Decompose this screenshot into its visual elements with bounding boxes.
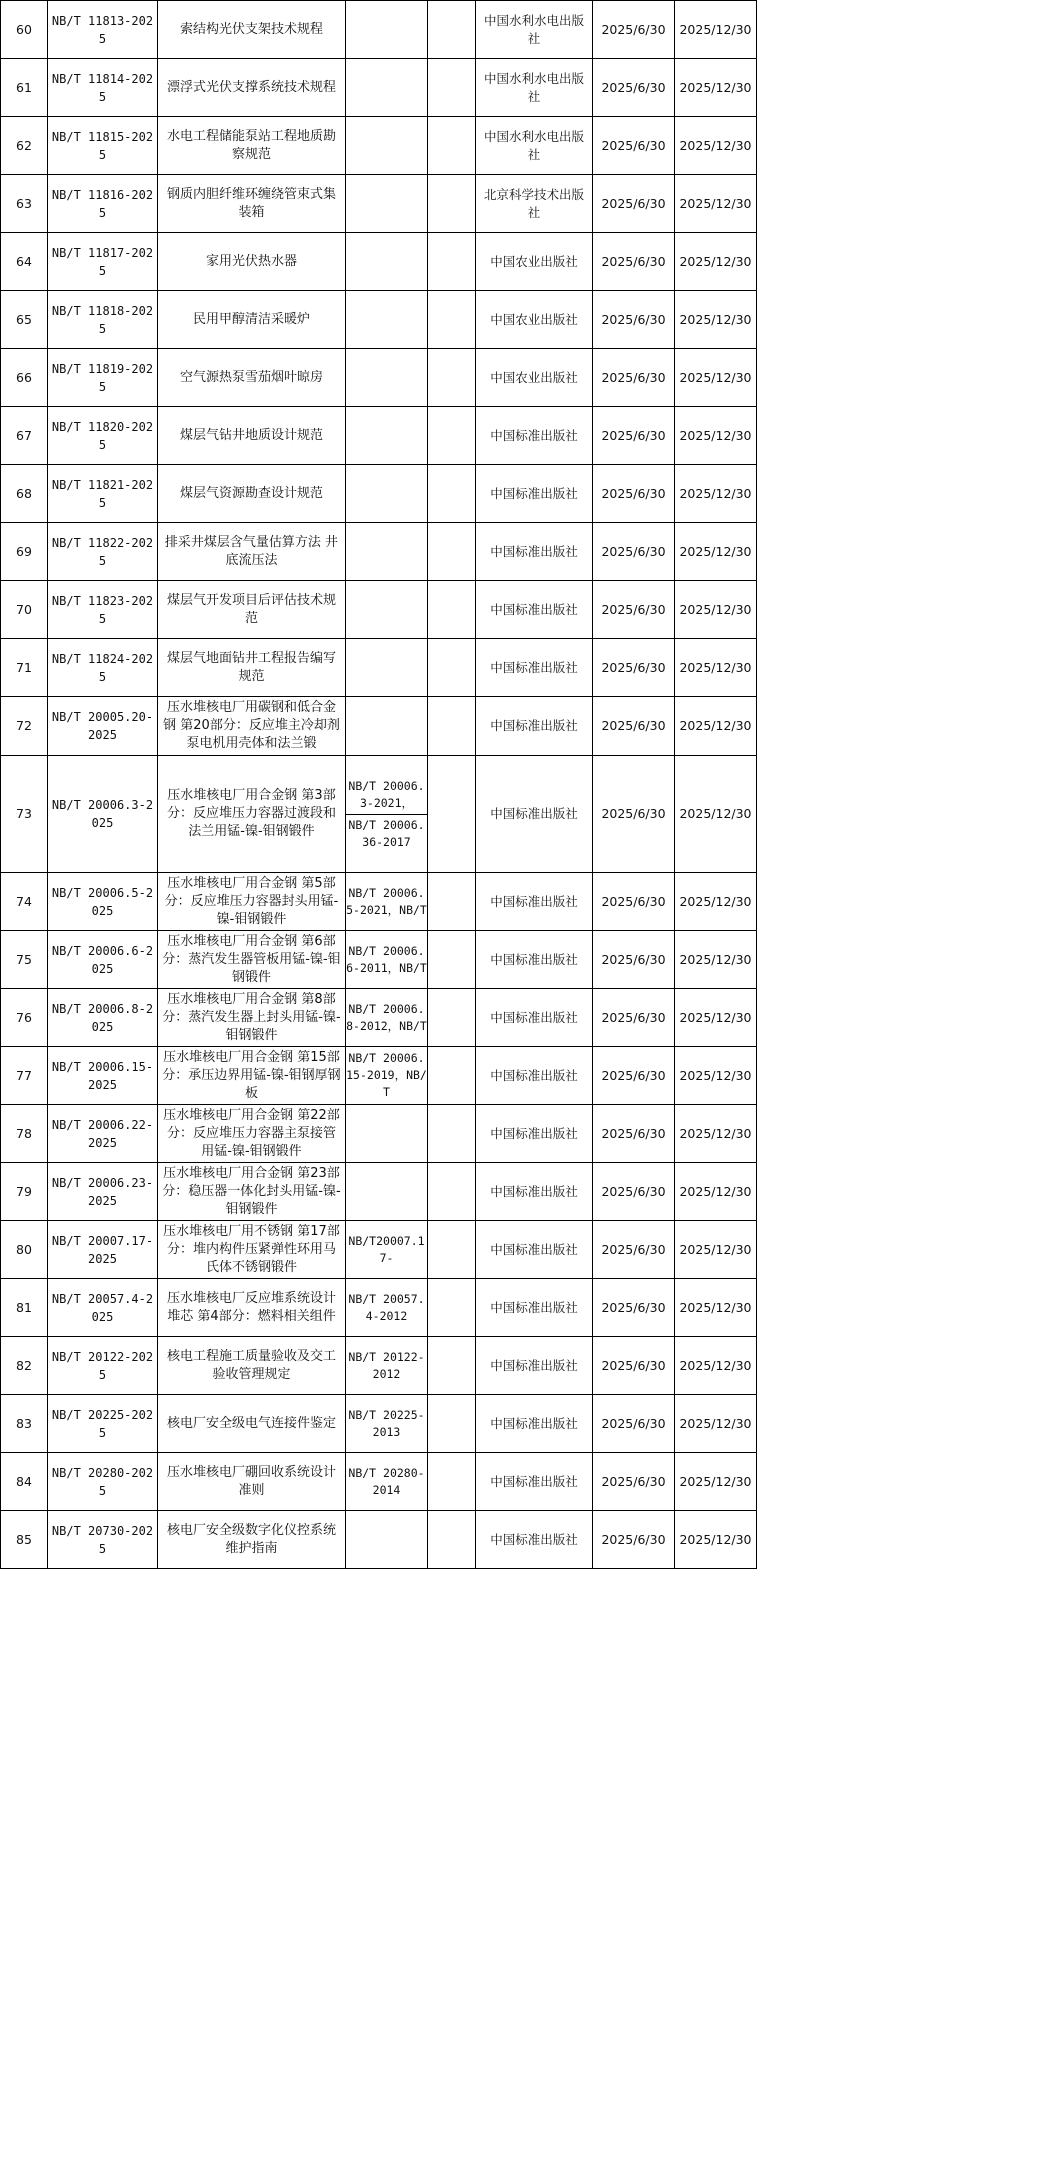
row-number-cell: 82 <box>1 1337 48 1395</box>
row-number-cell: 62 <box>1 117 48 175</box>
implement-date-cell: 2025/12/30 <box>675 581 757 639</box>
publisher-cell: 中国标准出版社 <box>476 1047 593 1105</box>
standard-code-cell: NB/T 20006.8-2025 <box>48 989 158 1047</box>
implement-date-cell: 2025/12/30 <box>675 1511 757 1569</box>
replaced-standard-entry: NB/T 20122-2012 <box>348 1349 425 1381</box>
replaced-standard-cell <box>346 117 428 175</box>
standard-name-cell: 漂浮式光伏支撑系统技术规程 <box>158 59 346 117</box>
standard-code-cell: NB/T 11824-2025 <box>48 639 158 697</box>
table-row <box>1 1047 757 1105</box>
row-number-cell: 70 <box>1 581 48 639</box>
release-date-cell: 2025/6/30 <box>593 581 675 639</box>
release-date-cell: 2025/6/30 <box>593 1163 675 1221</box>
standard-code-cell: NB/T 20006.6-2025 <box>48 931 158 989</box>
standard-code-cell: NB/T 11814-2025 <box>48 59 158 117</box>
replaced-standard-entry: NB/T 20006.3-2021， <box>348 778 425 810</box>
standard-name-cell: 煤层气钻井地质设计规范 <box>158 407 346 465</box>
table-row <box>1 1221 757 1279</box>
replaced-standard-cell <box>346 523 428 581</box>
implement-date-cell: 2025/12/30 <box>675 1221 757 1279</box>
replaced-standard-cell <box>346 639 428 697</box>
row-number-cell: 84 <box>1 1453 48 1511</box>
standard-name-cell: 核电工程施工质量验收及交工验收管理规定 <box>158 1337 346 1395</box>
replaced-standard-cell <box>346 1163 428 1221</box>
row-number-cell: 75 <box>1 931 48 989</box>
standard-code-cell: NB/T 20006.3-2025 <box>48 756 158 873</box>
implement-date-cell: 2025/12/30 <box>675 465 757 523</box>
release-date-cell: 2025/6/30 <box>593 1221 675 1279</box>
release-date-cell: 2025/6/30 <box>593 291 675 349</box>
replaced-standard-cell <box>346 1395 428 1453</box>
standard-name-cell: 压水堆核电厂用合金钢 第8部分：蒸汽发生器上封头用锰-镍-钼钢锻件 <box>158 989 346 1047</box>
publisher-cell: 中国标准出版社 <box>476 465 593 523</box>
table-row <box>1 59 757 117</box>
adopted-standard-cell <box>428 175 476 233</box>
standard-name-cell: 压水堆核电厂用合金钢 第6部分：蒸汽发生器管板用锰-镍-钼钢锻件 <box>158 931 346 989</box>
row-number-cell: 67 <box>1 407 48 465</box>
implement-date-cell: 2025/12/30 <box>675 1105 757 1163</box>
release-date-cell: 2025/6/30 <box>593 931 675 989</box>
standard-name-cell: 压水堆核电厂用合金钢 第23部分：稳压器一体化封头用锰-镍-钼钢锻件 <box>158 1163 346 1221</box>
adopted-standard-cell <box>428 523 476 581</box>
row-number-cell: 69 <box>1 523 48 581</box>
implement-date-cell: 2025/12/30 <box>675 1453 757 1511</box>
row-number-cell: 73 <box>1 756 48 873</box>
publisher-cell: 中国标准出版社 <box>476 873 593 931</box>
publisher-cell: 中国标准出版社 <box>476 1279 593 1337</box>
adopted-standard-cell <box>428 639 476 697</box>
standard-code-cell: NB/T 11818-2025 <box>48 291 158 349</box>
table-row <box>1 407 757 465</box>
row-number-cell: 66 <box>1 349 48 407</box>
adopted-standard-cell <box>428 1395 476 1453</box>
replaced-standard-cell <box>346 465 428 523</box>
adopted-standard-cell <box>428 59 476 117</box>
implement-date-cell: 2025/12/30 <box>675 989 757 1047</box>
standard-code-cell: NB/T 20006.22-2025 <box>48 1105 158 1163</box>
standard-name-cell: 压水堆核电厂用合金钢 第15部分：承压边界用锰-镍-钼钢厚钢板 <box>158 1047 346 1105</box>
implement-date-cell: 2025/12/30 <box>675 639 757 697</box>
replaced-standard-entry: NB/T 20006.8-2012，NB/T <box>346 1001 427 1033</box>
replaced-standard-entry: NB/T 20006.6-2011，NB/T <box>346 943 427 975</box>
adopted-standard-cell <box>428 1 476 59</box>
standard-code-cell: NB/T 11821-2025 <box>48 465 158 523</box>
publisher-cell: 中国标准出版社 <box>476 1511 593 1569</box>
release-date-cell: 2025/6/30 <box>593 873 675 931</box>
release-date-cell: 2025/6/30 <box>593 1395 675 1453</box>
implement-date-cell: 2025/12/30 <box>675 756 757 873</box>
publisher-cell: 中国农业出版社 <box>476 291 593 349</box>
implement-date-cell: 2025/12/30 <box>675 931 757 989</box>
standard-name-cell: 煤层气开发项目后评估技术规范 <box>158 581 346 639</box>
publisher-cell: 北京科学技术出版社 <box>476 175 593 233</box>
release-date-cell: 2025/6/30 <box>593 59 675 117</box>
standard-code-cell: NB/T 20006.5-2025 <box>48 873 158 931</box>
replaced-standard-entry: NB/T20007.17- <box>348 1233 425 1265</box>
standard-name-cell: 水电工程储能泵站工程地质勘察规范 <box>158 117 346 175</box>
replaced-standard-cell <box>346 407 428 465</box>
publisher-cell: 中国标准出版社 <box>476 931 593 989</box>
adopted-standard-cell <box>428 581 476 639</box>
standard-name-cell: 压水堆核电厂反应堆系统设计 堆芯 第4部分：燃料相关组件 <box>158 1279 346 1337</box>
adopted-standard-cell <box>428 1337 476 1395</box>
adopted-standard-cell <box>428 1047 476 1105</box>
replaced-standard-entry: NB/T 20006.15-2019，NB/T <box>346 1051 427 1099</box>
publisher-cell: 中国水利水电出版社 <box>476 59 593 117</box>
standard-code-cell: NB/T 20006.15-2025 <box>48 1047 158 1105</box>
replaced-standard-entry: NB/T 20057.4-2012 <box>348 1291 425 1323</box>
row-number-cell: 61 <box>1 59 48 117</box>
replaced-standard-cell <box>346 1279 428 1337</box>
adopted-standard-cell <box>428 873 476 931</box>
release-date-cell: 2025/6/30 <box>593 1511 675 1569</box>
row-number-cell: 63 <box>1 175 48 233</box>
row-number-cell: 60 <box>1 1 48 59</box>
row-number-cell: 79 <box>1 1163 48 1221</box>
publisher-cell: 中国标准出版社 <box>476 581 593 639</box>
publisher-cell: 中国标准出版社 <box>476 697 593 756</box>
implement-date-cell: 2025/12/30 <box>675 349 757 407</box>
table-row <box>1 291 757 349</box>
table-row <box>1 523 757 581</box>
implement-date-cell: 2025/12/30 <box>675 117 757 175</box>
release-date-cell: 2025/6/30 <box>593 1279 675 1337</box>
table-row <box>1 1279 757 1337</box>
implement-date-cell: 2025/12/30 <box>675 1395 757 1453</box>
release-date-cell: 2025/6/30 <box>593 1105 675 1163</box>
publisher-cell: 中国标准出版社 <box>476 1337 593 1395</box>
standard-code-cell: NB/T 20280-2025 <box>48 1453 158 1511</box>
publisher-cell: 中国标准出版社 <box>476 639 593 697</box>
publisher-cell: 中国标准出版社 <box>476 523 593 581</box>
table-row <box>1 1105 757 1163</box>
table-row <box>1 581 757 639</box>
row-number-cell: 77 <box>1 1047 48 1105</box>
replaced-standard-cell <box>346 233 428 291</box>
table-row <box>1 175 757 233</box>
table-row <box>1 697 757 756</box>
standards-table-body <box>1 1 757 1569</box>
implement-date-cell: 2025/12/30 <box>675 291 757 349</box>
table-row <box>1 639 757 697</box>
row-number-cell: 72 <box>1 697 48 756</box>
standard-name-cell: 核电厂安全级电气连接件鉴定 <box>158 1395 346 1453</box>
publisher-cell: 中国标准出版社 <box>476 1163 593 1221</box>
table-row <box>1 1395 757 1453</box>
replaced-standard-entry: NB/T 20006.36-2017 <box>346 814 427 851</box>
standard-name-cell: 核电厂安全级数字化仪控系统维护指南 <box>158 1511 346 1569</box>
publisher-cell: 中国农业出版社 <box>476 349 593 407</box>
standard-code-cell: NB/T 20007.17-2025 <box>48 1221 158 1279</box>
implement-date-cell: 2025/12/30 <box>675 1047 757 1105</box>
release-date-cell: 2025/6/30 <box>593 233 675 291</box>
table-row <box>1 465 757 523</box>
standard-code-cell: NB/T 20122-2025 <box>48 1337 158 1395</box>
standard-name-cell: 钢质内胆纤维环缠绕管束式集装箱 <box>158 175 346 233</box>
standard-code-cell: NB/T 11822-2025 <box>48 523 158 581</box>
release-date-cell: 2025/6/30 <box>593 639 675 697</box>
adopted-standard-cell <box>428 1279 476 1337</box>
standard-code-cell: NB/T 20225-2025 <box>48 1395 158 1453</box>
row-number-cell: 80 <box>1 1221 48 1279</box>
implement-date-cell: 2025/12/30 <box>675 1279 757 1337</box>
publisher-cell: 中国标准出版社 <box>476 1105 593 1163</box>
adopted-standard-cell <box>428 407 476 465</box>
row-number-cell: 78 <box>1 1105 48 1163</box>
standard-name-cell: 索结构光伏支架技术规程 <box>158 1 346 59</box>
table-row <box>1 1337 757 1395</box>
implement-date-cell: 2025/12/30 <box>675 1 757 59</box>
release-date-cell: 2025/6/30 <box>593 523 675 581</box>
standard-code-cell: NB/T 11820-2025 <box>48 407 158 465</box>
publisher-cell: 中国标准出版社 <box>476 1453 593 1511</box>
implement-date-cell: 2025/12/30 <box>675 407 757 465</box>
standard-name-cell: 压水堆核电厂用合金钢 第3部分：反应堆压力容器过渡段和法兰用锰-镍-钼钢锻件 <box>158 756 346 873</box>
standard-name-cell: 家用光伏热水器 <box>158 233 346 291</box>
table-row <box>1 1 757 59</box>
row-number-cell: 68 <box>1 465 48 523</box>
implement-date-cell: 2025/12/30 <box>675 1337 757 1395</box>
table-row <box>1 233 757 291</box>
release-date-cell: 2025/6/30 <box>593 349 675 407</box>
standard-name-cell: 压水堆核电厂用合金钢 第5部分：反应堆压力容器封头用锰-镍-钼钢锻件 <box>158 873 346 931</box>
standard-name-cell: 排采井煤层含气量估算方法 井底流压法 <box>158 523 346 581</box>
standard-name-cell: 煤层气资源勘查设计规范 <box>158 465 346 523</box>
implement-date-cell: 2025/12/30 <box>675 1163 757 1221</box>
row-number-cell: 76 <box>1 989 48 1047</box>
standard-name-cell: 煤层气地面钻井工程报告编写规范 <box>158 639 346 697</box>
publisher-cell: 中国标准出版社 <box>476 1221 593 1279</box>
publisher-cell: 中国标准出版社 <box>476 989 593 1047</box>
release-date-cell: 2025/6/30 <box>593 756 675 873</box>
standard-name-cell: 空气源热泵雪茄烟叶晾房 <box>158 349 346 407</box>
replaced-standard-cell <box>346 291 428 349</box>
release-date-cell: 2025/6/30 <box>593 1 675 59</box>
replaced-standard-entry: NB/T 20006.5-2021，NB/T <box>346 885 427 917</box>
standard-code-cell: NB/T 11819-2025 <box>48 349 158 407</box>
publisher-cell: 中国农业出版社 <box>476 233 593 291</box>
release-date-cell: 2025/6/30 <box>593 1047 675 1105</box>
publisher-cell: 中国标准出版社 <box>476 1395 593 1453</box>
standard-code-cell: NB/T 20057.4-2025 <box>48 1279 158 1337</box>
adopted-standard-cell <box>428 291 476 349</box>
publisher-cell: 中国水利水电出版社 <box>476 1 593 59</box>
standard-code-cell: NB/T 11823-2025 <box>48 581 158 639</box>
table-row <box>1 1453 757 1511</box>
standard-code-cell: NB/T 20730-2025 <box>48 1511 158 1569</box>
replaced-standard-cell <box>346 756 428 873</box>
table-row <box>1 873 757 931</box>
replaced-standard-cell <box>346 1511 428 1569</box>
standard-name-cell: 压水堆核电厂用碳钢和低合金钢 第20部分：反应堆主冷却剂泵电机用壳体和法兰锻 <box>158 697 346 756</box>
row-number-cell: 74 <box>1 873 48 931</box>
standard-name-cell: 压水堆核电厂硼回收系统设计准则 <box>158 1453 346 1511</box>
publisher-cell: 中国标准出版社 <box>476 407 593 465</box>
table-row <box>1 989 757 1047</box>
table-row <box>1 349 757 407</box>
standard-code-cell: NB/T 11817-2025 <box>48 233 158 291</box>
standard-name-cell: 压水堆核电厂用不锈钢 第17部分：堆内构件压紧弹性环用马氏体不锈钢锻件 <box>158 1221 346 1279</box>
replaced-standard-entry: NB/T 20225-2013 <box>348 1407 425 1439</box>
standard-code-cell: NB/T 11816-2025 <box>48 175 158 233</box>
row-number-cell: 71 <box>1 639 48 697</box>
adopted-standard-cell <box>428 117 476 175</box>
replaced-standard-cell <box>346 1 428 59</box>
implement-date-cell: 2025/12/30 <box>675 59 757 117</box>
adopted-standard-cell <box>428 465 476 523</box>
replaced-standard-cell <box>346 59 428 117</box>
replaced-standard-cell <box>346 1047 428 1105</box>
row-number-cell: 85 <box>1 1511 48 1569</box>
implement-date-cell: 2025/12/30 <box>675 523 757 581</box>
adopted-standard-cell <box>428 931 476 989</box>
adopted-standard-cell <box>428 697 476 756</box>
row-number-cell: 83 <box>1 1395 48 1453</box>
replaced-standard-cell <box>346 697 428 756</box>
adopted-standard-cell <box>428 1105 476 1163</box>
table-row <box>1 117 757 175</box>
release-date-cell: 2025/6/30 <box>593 407 675 465</box>
adopted-standard-cell <box>428 1221 476 1279</box>
replaced-standard-cell <box>346 1453 428 1511</box>
implement-date-cell: 2025/12/30 <box>675 233 757 291</box>
table-row <box>1 931 757 989</box>
replaced-standard-cell <box>346 1105 428 1163</box>
replaced-standard-cell <box>346 873 428 931</box>
row-number-cell: 64 <box>1 233 48 291</box>
replaced-standard-cell <box>346 1221 428 1279</box>
adopted-standard-cell <box>428 1453 476 1511</box>
table-row <box>1 1511 757 1569</box>
adopted-standard-cell <box>428 1163 476 1221</box>
row-number-cell: 65 <box>1 291 48 349</box>
adopted-standard-cell <box>428 1511 476 1569</box>
adopted-standard-cell <box>428 233 476 291</box>
replaced-standard-cell <box>346 175 428 233</box>
replaced-standard-cell <box>346 1337 428 1395</box>
replaced-standard-cell <box>346 581 428 639</box>
table-row <box>1 756 757 873</box>
publisher-cell: 中国标准出版社 <box>476 756 593 873</box>
standard-code-cell: NB/T 11815-2025 <box>48 117 158 175</box>
replaced-standard-cell <box>346 349 428 407</box>
standard-name-cell: 民用甲醇清洁采暖炉 <box>158 291 346 349</box>
standard-code-cell: NB/T 20006.23-2025 <box>48 1163 158 1221</box>
release-date-cell: 2025/6/30 <box>593 1453 675 1511</box>
implement-date-cell: 2025/12/30 <box>675 697 757 756</box>
adopted-standard-cell <box>428 756 476 873</box>
standard-name-cell: 压水堆核电厂用合金钢 第22部分：反应堆压力容器主泵接管用锰-镍-钼钢锻件 <box>158 1105 346 1163</box>
adopted-standard-cell <box>428 989 476 1047</box>
implement-date-cell: 2025/12/30 <box>675 175 757 233</box>
release-date-cell: 2025/6/30 <box>593 117 675 175</box>
replaced-standard-cell <box>346 989 428 1047</box>
standard-code-cell: NB/T 11813-2025 <box>48 1 158 59</box>
release-date-cell: 2025/6/30 <box>593 989 675 1047</box>
release-date-cell: 2025/6/30 <box>593 175 675 233</box>
publisher-cell: 中国水利水电出版社 <box>476 117 593 175</box>
adopted-standard-cell <box>428 349 476 407</box>
row-number-cell: 81 <box>1 1279 48 1337</box>
release-date-cell: 2025/6/30 <box>593 465 675 523</box>
implement-date-cell: 2025/12/30 <box>675 873 757 931</box>
standard-code-cell: NB/T 20005.20-2025 <box>48 697 158 756</box>
replaced-standard-cell <box>346 931 428 989</box>
release-date-cell: 2025/6/30 <box>593 1337 675 1395</box>
table-row <box>1 1163 757 1221</box>
release-date-cell: 2025/6/30 <box>593 697 675 756</box>
replaced-standard-entry: NB/T 20280-2014 <box>348 1465 425 1497</box>
